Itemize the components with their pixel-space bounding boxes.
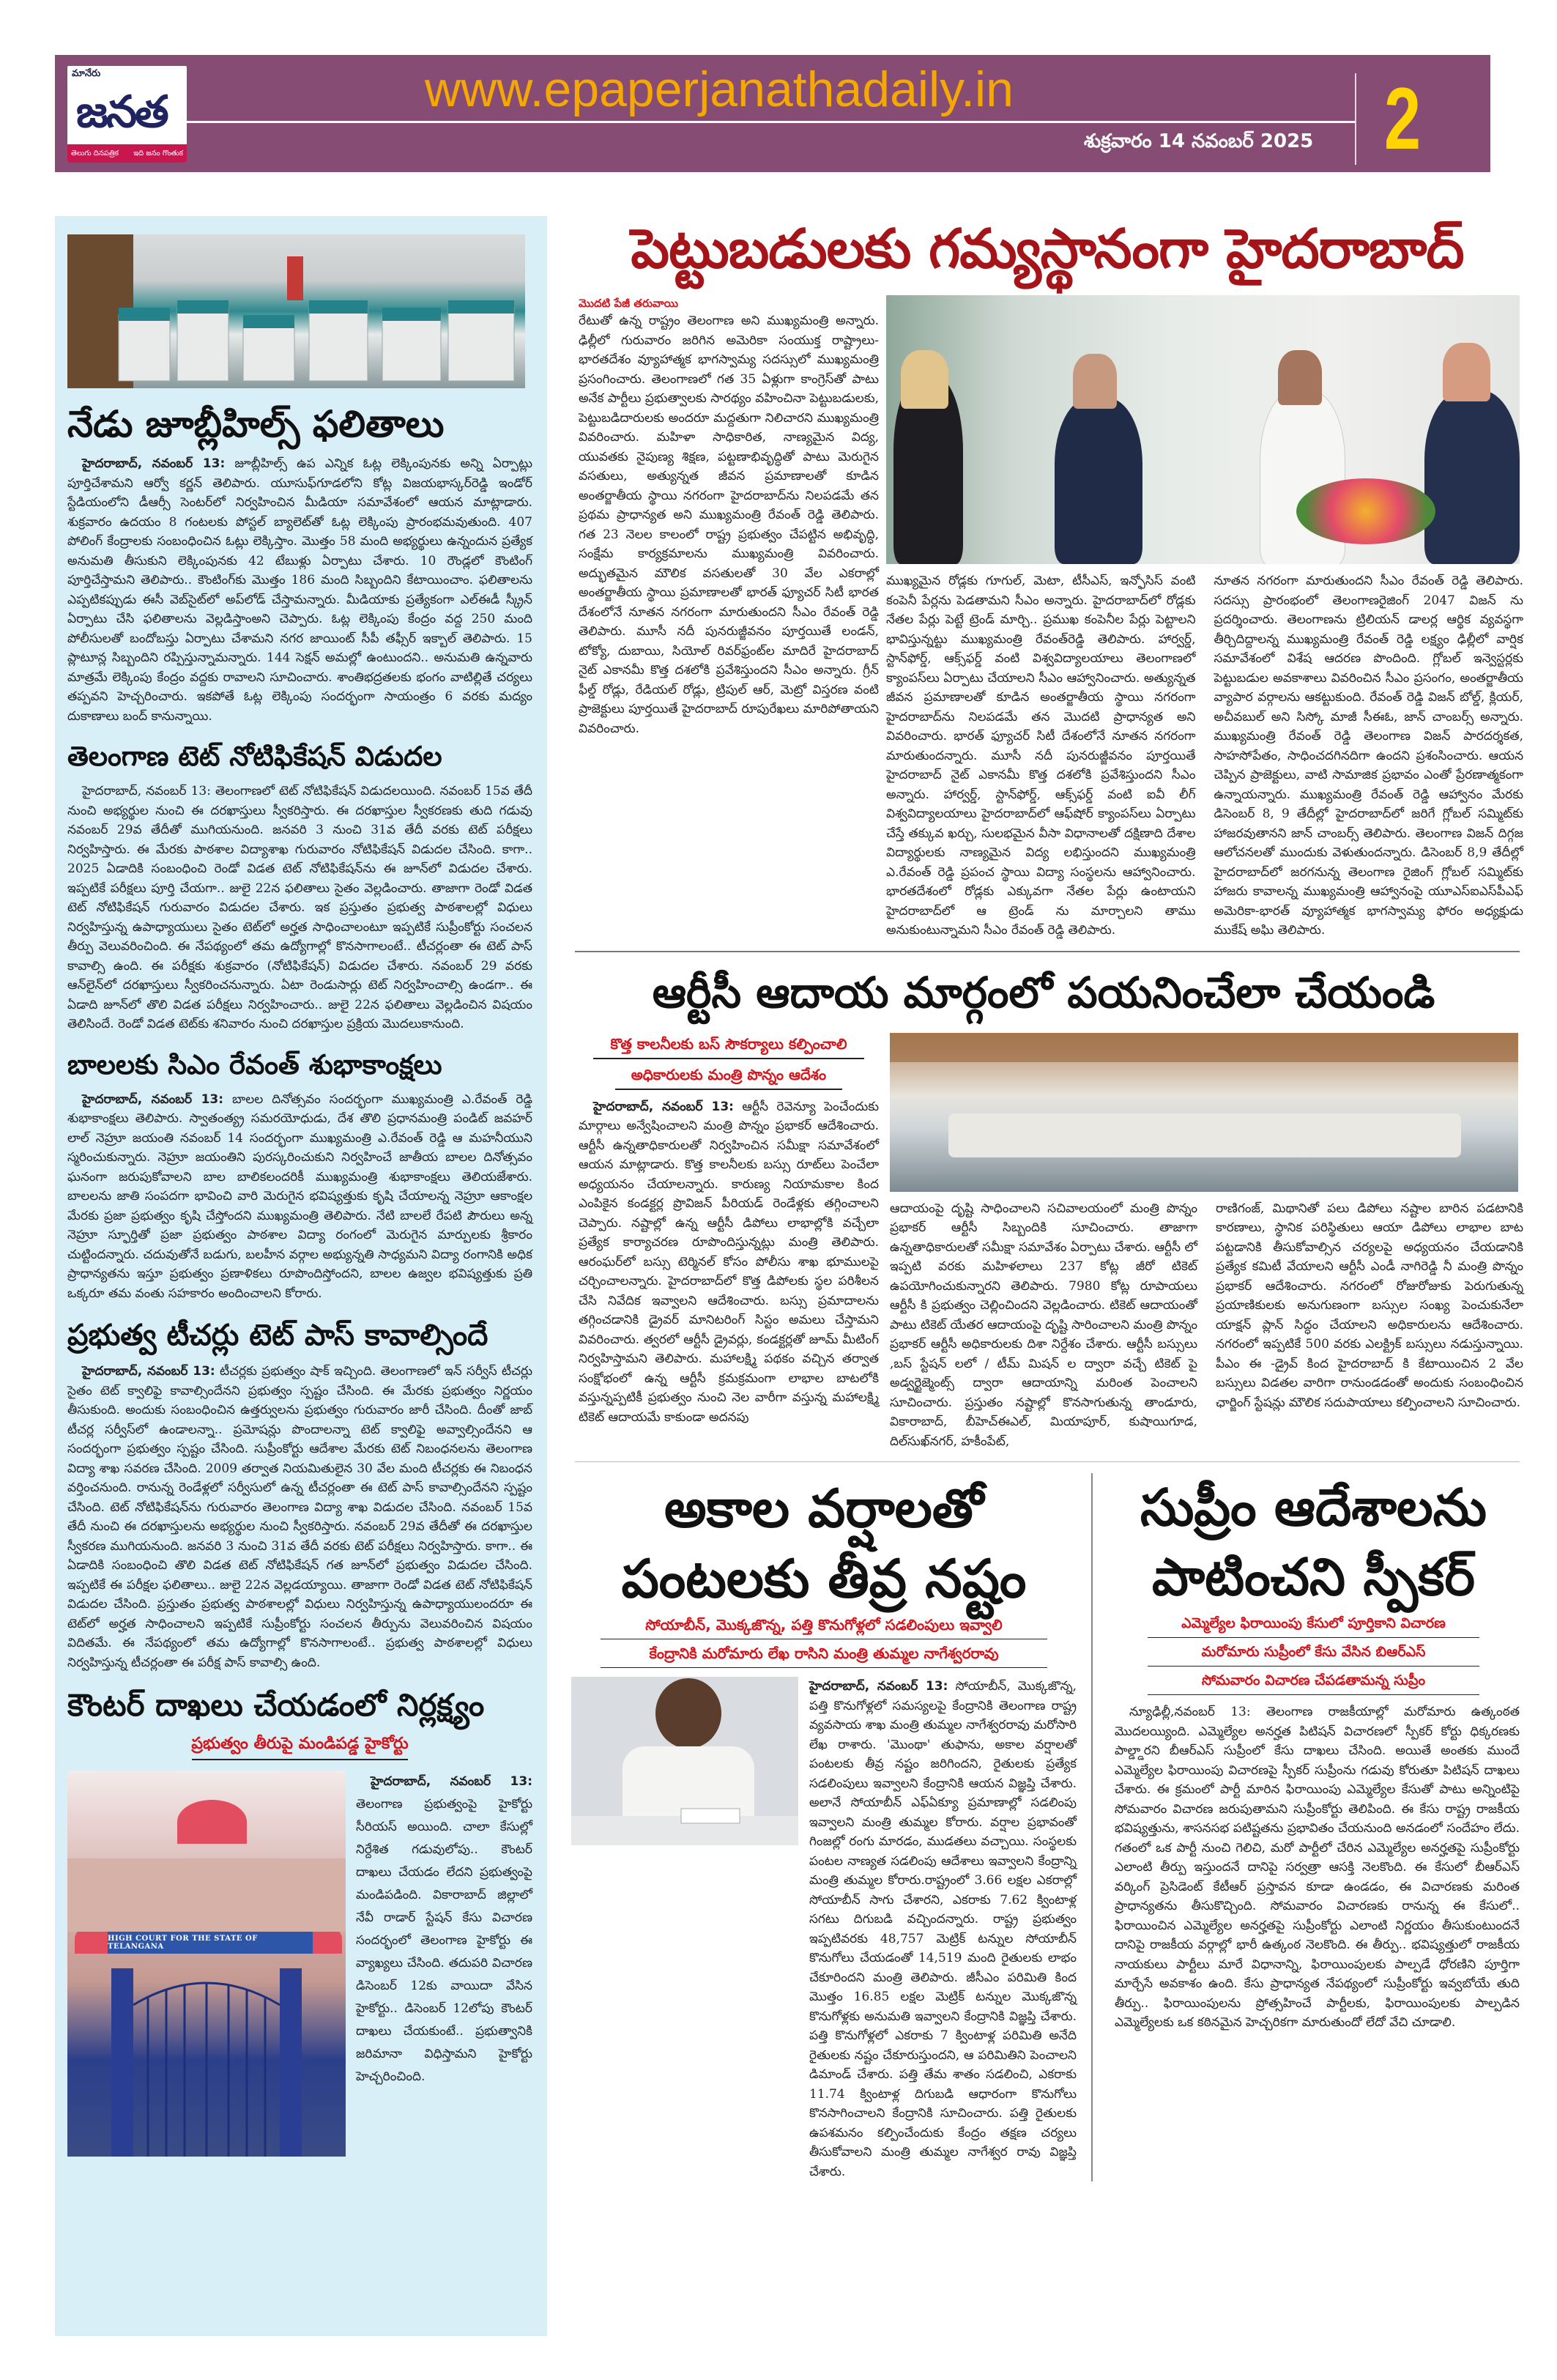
lead-column-1-wrap [571,295,879,941]
headline-counter-negligence[interactable]: కౌంటర్ దాఖలు చేయడంలో నిర్లక్ష్యం [67,1687,485,1723]
flower-bouquet [1296,478,1435,544]
court-gate-illustration [67,1961,346,2157]
divider [593,1058,864,1059]
bottom-stories [571,1473,1523,2181]
person-figure [1424,390,1520,564]
crop-subheadline-1: సోయాబీన్, మొక్కజొన్న, పత్తి కొనుగోళ్లలో సడలింపులు ఇవ్వాలి [645,1616,1003,1634]
person-figure [901,350,948,409]
article-teachers-tet [67,1362,532,1672]
rtc-right-wrap [890,1033,1523,1452]
sidebar-news-column [55,216,547,2336]
headline-tet-notification[interactable]: తెలంగాణ టెట్ నోటిఫికేషన్ విడుదల [67,741,442,772]
article-body: సోయాబీన్, మొక్కజొన్న, పత్తి కొనుగోళ్లలో సమస్యలపై కేంద్రానికి తెలంగాణ రాష్ట్ర వ్యవసాయ శాఖ మంత్రి తుమ్మల నాగేశ్వరరావు మరోసారి లేఖ రాశారు. 'మొంథా' తుఫాను, అకాల వర్షాలతో పంటలకు తీవ్ర నష్టం జరిగిందని, రైతులకు ప్రత్యేక సడలింపులు ఇవ్వాలని కేంద్రానికి ఆయన విజ్ఞప్తి చేశారు. అలానే సోయాబీన్ ఎఫ్ఏక్యూ ప్రమాణాల్లో సడలింపు ఇవ్వాలని మంత్రి తుమ్మల కోరారు. వర్షాల ప్రభావంతో గింజల్లో రంగు మారడం, ముడతలు వచ్చాయి. సంస్థలకు పంటల నాణ్యత సడలింపు ఆదేశాలు ఇవ్వాలని కేంద్రాన్ని మంత్రి తుమ్మల కోరారు.రాష్ట్రంలో 3.66 లక్షల ఎకరాల్లో సోయాబీన్ సాగు చేశారని, ఎకరాకు 7.62 క్వింటాళ్ల సగటు దిగుబడి వచ్చిందన్నారు. రాష్ట్ర ప్రభుత్వం ఇప్పటివరకు 48,757 మెట్రిక్ టన్నుల సోయాబీన్ కొనుగోలు చేయడంతో 14,519 మంది రైతులకు లాభం చేకూరిందని మంత్రి తెలిపారు. జీసీఎం పరిమితి కింద మొత్తం 16.85 లక్షల మెట్రిక్ టన్నుల మొక్కజొన్న కొనుగోళ్లకు అనుమతి ఇవ్వాలని కేంద్రానికి విజ్ఞప్తి చేశారు. పత్తి కొనుగోళ్లలో ఎకరాకు 7 క్వింటాళ్ల పరిమితి అనేది రైతులకు నష్టం చేకూరుస్తుందని, ఆ పరిమితిని పెంచాలని డిమాండ్ చేశారు. పత్తి తేమ శాతం సడలించి, ఎకరాకు 11.74 క్వింటాళ్ల దిగుబడి ఆధారంగా కొనుగోలు కొనసాగించాలని కేంద్రానికి సూచించారు. పత్తి రైతులకు ఉపశమనం కల్పించేందుకు కేంద్రం తక్షణ చర్యలు తీసుకోవాలని మంత్రి తుమ్మల నాగేశ్వర రావు విజ్ఞప్తి చేశారు. [809,1679,1077,2179]
masthead-divider [179,121,1355,123]
person-figure [1443,343,1490,401]
section-divider [575,1461,1520,1462]
divider [1148,1637,1479,1638]
crop-article [809,1677,1077,2181]
court-dome [177,1800,247,1844]
supreme-subheadline-2: మరోమారు సుప్రీంలో కేసు వేసిన బిఆర్ఎస్ [1201,1644,1426,1660]
dateline: హైదరాబాద్, నవంబర్ 13: [82,1091,224,1107]
lead-headline[interactable]: పెట్టుబడులకు గమ్యస్థానంగా హైదరాబాద్ [631,218,1464,281]
evm-counting-photo [67,234,525,388]
rtc-story [571,1033,1523,1452]
divider [601,1667,1047,1668]
supreme-subheadline-3: సోమవారం విచారణ చేపడతామన్న సుప్రీం [1201,1672,1426,1688]
dateline: హైదరాబాద్, నవంబర్ 13: [82,456,226,471]
divider [615,1089,842,1090]
dateline: హైదరాబాద్, నవంబర్ 13: [82,1364,215,1379]
crop-body-wrap [571,1677,1077,2181]
main-news-area [571,209,1523,2181]
lead-column-1: రేటుతో ఉన్న రాష్ట్రం తెలంగాణ అని ముఖ్యమంత్రి అన్నారు. ఢిల్లీలో గురువారం జరిగిన అమెరికా సంయుక్త రాష్ట్రాలు-భారతదేశం వ్యూహాత్మక భాగస్వామ్య సదస్సులో ముఖ్యమంత్రి ప్రసంగించారు. తెలంగాణలో గత 35 ఏళ్లుగా కాంగ్రెస్‌తో పాటు అనేక పార్టీలు ప్రభుత్వాలకు సారథ్యం వహించినా పెట్టుబడులకు, పెట్టుబడిదారులకు అందరూ మద్దతుగా నిలిచారని ముఖ్యమంత్రి వివరించారు. మహిళా సాధికారిత, నాణ్యమైన విద్య, యువతకు నైపుణ్య శిక్షణ, పట్టణాభివృద్ధితో పాటు మెరుగైన వసతులు, అత్యున్నత జీవన ప్రమాణాలతో కూడిన అంతర్జాతీయ స్థాయి నగరంగా హైదరాబాద్‌ను నిలపడమే తన ప్రథమ ప్రాధాన్యత అని ముఖ్యమంత్రి రేవంత్ రెడ్డి తెలిపారు. గత 23 నెలల కాలంలో రాష్ట్ర ప్రభుత్వం చేపట్టిన అభివృద్ధి, సంక్షేమ కార్యక్రమాలను ముఖ్యమంత్రి వివరించారు. అద్భుతమైన మౌలిక వసతులతో 30 వేల ఎకరాల్లో అంతర్జాతీయ స్థాయి ప్రమాణాలతో భారత్ ఫ్యూచర్ సిటీ భారత దేశంలోనే నూతన నగరంగా మారుతుందని సీఎం రేవంత్ రెడ్డి తెలిపారు. మూసీ నదీ పునరుజ్జీవనం పూర్తయితే లండన్, టోక్యో, దుబాయి, సియోల్ రివర్‌ఫ్రంట్‌ల మాదిరే హైదరాబాద్ నైట్ ఎకానమీ కొత్త దశలోకి ప్రవేశిస్తుందని సీఎం అన్నారు. గ్రీన్ ఫీల్డ్ రోడ్లు, రేడియల్ రోడ్లు, ట్రిపుల్ ఆర్, మెట్రో విస్తరణ వంటి ప్రాజెక్టులు పూర్తయితే హైదరాబాద్ రూపురేఖలు మారిపోతాయని వివరించారు. [579,314,879,736]
crop-story [571,1473,1080,2181]
article-counter-negligence [356,1771,532,2157]
logo-tagline-band [67,144,187,163]
rtc-left-wrap [571,1033,879,1452]
rtc-columns-2-3 [890,1199,1523,1452]
article-body: బాలల దినోత్సవం సందర్భంగా ముఖ్యమంత్రి ఎ.రేవంత్ రెడ్డి శుభాకాంక్షలు తెలిపారు. స్వాతంత్య్ర సమరయోధుడు, దేశ తొలి ప్రధానమంత్రి పండిట్ జవహర్ లాల్ నెహ్రూ జయంతి నవంబర్ 14 సందర్భంగా ముఖ్యమంత్రి ఎ.రేవంత్ రెడ్డి ఆ మహనీయుని స్మరించుకున్నారు. నెహ్రూ జయంతిని పురస్కరించుకుని నిర్వహించే జాతీయ బాలల దినోత్సవం ఘనంగా జరుపుకోవాలని బాల బాలికలందరికీ ముఖ్యమంత్రి శుభాకాంక్షలు తెలియజేశారు. బాలలను జాతి సంపదగా భావించి వారి మెరుగైన భవిష్యత్తుకు కృషి చేయాలన్న నెహ్రూ ఆకాంక్షల మేరకు ప్రజా ప్రభుత్వం కృషి చేస్తోందని ముఖ్యమంత్రి తెలిపారు. నేటి బాలలే రేపటి పౌరులు అన్న నెహ్రూ స్ఫూర్తితో ప్రజా ప్రభుత్వం పాఠశాల విద్యా రంగంలో మెరుగైన మార్పులకు శ్రీకారం చుట్టిందన్నారు. చదువుతోనే బడుగు, బలహీన వర్గాల అభ్యున్నతి సాధ్యమని విద్యా రంగానికి అధిక ప్రాధాన్యతను ఇస్తూ ప్రభుత్వం ప్రణాళికలు రూపొందిస్తోందని, బాలల ఉజ్వల భవిష్యత్తుకు ప్రతి ఒక్కరూ తమ వంతు సహకారం అందించాలని కోరారు. [67,1091,532,1301]
article-body: టీచర్లకు ప్రభుత్వం షాక్ ఇచ్చింది. తెలంగాణలో ఇన్ సర్వీస్ టీచర్లు సైతం టెట్ క్వాలిఫై కావాల్సిందేనని ప్రభుత్వం స్పష్టం చేసింది. ఈ మేరకు ప్రభుత్వం నిర్ణయం తీసుకుంది. అందుకు సంబంధించిన ఉత్తర్వులను ప్రభుత్వం గురువారం జారీ చేసింది. దీంతో జాబ్ టీచర్ల సర్వీస్‌లో ఉండాలన్నా.. ప్రమోషన్లు పొందాలన్నా టెట్ క్వాలిఫై అవ్వాల్సిందేనని ఆ సందర్భంగా ప్రభుత్వం స్పష్టం చేసింది. సుప్రీంకోర్టు ఆదేశాల మేరకు టెట్ నిబంధనలను తెలంగాణ విద్యా శాఖ సవరణ చేసింది. 2009 తర్వాత నియమితులైన 30 వేల మంది టీచర్లకు ఈ నిబంధన వర్తించనుంది. రానున్న రెండేళ్లలో సర్వీసులో ఉన్న టీచర్లంతా ఈ టెట్ పాస్ కావాల్సిందేనని స్పష్టం చేసింది. టెట్ నోటిఫికేషన్‌ను గురువారం తెలంగాణ విద్యా శాఖ విడుదల చేసింది. నవంబర్ 15వ తేదీ నుంచి ఈ దరఖాస్తులను అభ్యర్థుల నుంచి స్వీకరిస్తారు. నవంబర్ 29వ తేదీతో ఈ దరఖాస్తుల స్వీకరణ ముగియనుంది. జనవరి 3 నుంచి 31వ తేదీ వరకు టెట్ పరీక్షలు నిర్వహిస్తారు. కాగా.. ఈ ఏడాదికి సంబంధించి తొలి విడత టెట్ నోటిఫికేషన్ గత జూన్‌లో ప్రభుత్వం విడుదల చేసింది. ఇప్పటికే ఈ పరీక్షల ఫలితాలు.. జులై 22న వెల్లడయ్యాయి. తాజాగా రెండో విడత టెట్ నోటిఫికేషన్ విడుదల చేసింది. ప్రస్తుతం ప్రభుత్వ పాఠశాలల్లో విధులు నిర్వహిస్తున్న ఉపాధ్యాయులందరూ ఈ టెట్‌లో అర్హత సాధించాలని ఇప్పటికే సుప్రీంకోర్టు సంచలన తీర్పును వెలువరించిన విషయం విదితమే. ఈ నేపథ్యంలో తమ ఉద్యోగాల్లో కొనసాగాలంటే.. ప్రభుత్వ పాఠశాలల్లో విధులు నిర్వహిస్తున్న టీచర్లంతా ఈ పరీక్ష పాస్ కావాల్సి ఉంది. [67,1364,532,1670]
dateline: హైదరాబాద్, నవంబర్ 13: [82,784,211,798]
issue-date: శుక్రవారం 14 నవంబర్ 2025 [1084,130,1314,152]
rtc-review-meeting-photo [890,1033,1518,1192]
supreme-subheadline-1: ఎమ్మెల్యేల ఫిరాయింపు కేసులో పూర్తికాని విచారణ [1181,1615,1446,1631]
continued-from-front-page: మొదటి పేజీ తరువాయి [579,297,679,310]
logo-prefix: మానేరు [72,68,101,79]
supreme-article [1104,1702,1523,2033]
rtc-column-1 [579,1097,879,1428]
article-body: తెలంగాణ రాజకీయాల్లో మరోమారు ఉత్కంఠత మొదలయ్యింది. ఎమ్మెల్యేల అనర్హత పిటిషన్ విచారణలో స్పీకర్ కోర్టు ధిక్కరణకు పాల్డ్డారని బీఆర్ఎస్ సుప్రీంలో కేసు దాఖలు చేసింది. అయితే అంతకు ముందే ఎమ్మెల్యేల ఫిరాయింపు విచారణపై స్పీకర్ సుప్రీంను గడువు కోరుతూ పిటిషన్ దాఖలు చేశారు. ఈ క్రమంలో పార్టీ మారిన ఫిరాయింపు ఎమ్మెల్యేల కేసుతో పాటు అన్నింటిపై సోమవారం విచారణ జరుపుతామని సుప్రీంకోర్టు తెలిపింది. ఈ కేసు రాష్ట్ర రాజకీయ భవిష్యత్తును, శాసనసభ పటిష్టతను ప్రభావితం చేయనుంది అనడంలో సందేహం లేదు. గతంలో ఒక పార్టీ నుంచి గెలిచి, మరో పార్టీలో చేరిన ఎమ్మెల్యేల అనర్హతపై సుప్రీంకోర్టు ఎలాంటి తీర్పు ఇస్తుందనే దానిపై సర్వత్రా ఆసక్తి నెలకొంది. ఈ కేసులో బీఆర్ఎస్ వర్కింగ్ ప్రెసిడెంట్ కేటీఆర్ ప్రస్తావన కూడా ఉండడం, ఈ విచారణకు మరింత ప్రాధాన్యతను తీసుకొచ్చింది. సోమవారం విచారణకు రానున్న ఈ కేసులో.. ఫిరాయించిన ఎమ్మెల్యేల అనర్హతపై సుప్రీంకోర్టు ఎలాంటి నిర్ణయం తీసుకుంటుందనే దానిపై రాజకీయ వర్గాల్లో భారీ ఉత్కంఠ నెలకొంది. ఈ తీర్పు.. భవిష్యత్తులో రాజకీయ నాయకులు పార్టీలు మారే విధానాన్ని, ఫిరాయింపులకు పాల్పడే ధోరణిని పూర్తిగా మార్చేసే అవకాశం ఉంది. కేసు ప్రాధాన్యత నేపథ్యంలో సుప్రీంకోర్టు ఇవ్వబోయే తుది తీర్పు.. ఫిరాయింపులను ప్రోత్సహించే పార్టీలకు, ఫిరాయింపులకు పాల్పడిన ఎమ్మెల్యేలకు ఒక కఠినమైన హెచ్చరికగా మారుతుందో లేదో వేచి చూడాలి. [1115,1705,1520,2030]
lead-columns-2-3 [886,571,1523,941]
crop-headline-line-1[interactable]: అకాల వర్షాలతో [664,1478,984,1539]
headline-teachers-tet[interactable]: ప్రభుత్వ టీచర్లు టెట్ పాస్ కావాల్సిందే [67,1319,488,1352]
masthead-vertical-divider [1355,73,1356,165]
person-figure [1073,354,1117,409]
supreme-headline-line-2[interactable]: పాటించని స్పీకర్ [1152,1547,1475,1607]
dateline: హైదరాబాద్, నవంబర్ 13: [809,1679,948,1694]
supreme-story [1104,1473,1523,2181]
minister-writing-photo [571,1677,798,1845]
article-body: తెలంగాణ ప్రభుత్వంపై హైకోర్టు సీరియస్ అయింది. చాలా కేసుల్లో నిర్దేశిత గడువులోపు.. కౌంటర్ దాఖలు చేయడం లేదని ప్రభుత్వంపై మండిపడింది. వికారాబాద్ జిల్లాలో నేవీ రాడార్ స్టేషన్ కేసు విచారణ సందర్భంలో తెలంగాణ హైకోర్టు ఈ వ్యాఖ్యలు చేసింది. తదుపరి విచారణ డిసెంబర్ 12కు వాయిదా వేసిన హైకోర్టు.. డిసెంబర్ 12లోపు కౌంటర్ దాఖలు చేయకుంటే.. ప్రభుత్వానికి జరిమానా విధిస్తామని హైకోర్టు హెచ్చరించింది. [356,1797,532,2084]
dateline: న్యూఢిల్లీ,నవంబర్ 13: [1129,1705,1251,1719]
rtc-subheadline-2: అధికారులకు మంత్రి పొన్నం ఆదేశం [631,1065,827,1083]
subheadline-high-court: ప్రభుత్వం తీరుపై మండిపడ్డ హైకోర్టు [191,1735,409,1753]
supreme-headline-line-1[interactable]: సుప్రీం ఆదేశాలను [1140,1478,1487,1538]
divider [1148,1694,1479,1695]
article-body: జూబ్లీహిల్స్ ఉప ఎన్నిక ఓట్ల లెక్కింపునకు అన్ని ఏర్పాట్లు పూర్తిచేశామని ఆర్వో కర్ణన్ తెలిపారు. యూసుఫ్‌గూడలోని కోట్ల విజయభాస్కర్‌రెడ్డి ఇండోర్ స్టేడియంలోని డీఆర్సీ సెంటర్‌లో నిర్వహించిన మీడియా సమావేశంలో ఆయన మాట్లాడారు. శుక్రవారం ఉదయం 8 గంటలకు పోస్టల్ బ్యాలెట్‌తో ఓట్ల లెక్కింపు ప్రారంభమవుతుంది. 407 పోలింగ్ కేంద్రాలకు సంబంధించిన ఓట్లు లెక్కిస్తాం. మొత్తం 58 మంది అభ్యర్థులు ఉన్నందున ప్రత్యేక అనుమతి తీసుకుని లెక్కింపునకు 42 టేబుళ్లు ఏర్పాటు చేశారు. 10 రౌండ్లలో కౌంటింగ్ పూర్తిచేస్తామని తెలిపారు.. కౌంటింగ్‌కు మొత్తం 186 మంది సిబ్బందిని కేటాయించాం. ఫలితాలను ఎప్పటికప్పుడు ఈసీ వెబ్‌సైట్‌లో అప్‌లోడ్ చేస్తామన్నారు. మీడియాకు ప్రత్యేకంగా ఎల్ఈడీ స్క్రీన్ ఏర్పాటు చేసి ఫలితాలను వెల్లడిస్తాంఅని చెప్పారు. ఓట్ల లెక్కింపు కేంద్రం వద్ద 250 మంది పోలీసులతో బందోబస్తు ఏర్పాటు చేశామని నగర జాయింట్ సీపీ తఫ్సీర్ ఇక్బాల్ తెలిపారు. 15 ప్లాటూన్ల సిబ్బందిని రప్పిస్తున్నామన్నారు. 144 సెక్షన్ అమల్లో ఉంటుందని.. అనుమతి ఉన్నవారు మాత్రమే లెక్కింపు కేంద్రం వద్దకు రావాలని సూచించారు. శాంతిభద్రతలకు భంగం వాటిల్లితే చర్యలు తప్పవని హెచ్చరించారు. ఇకపోతే ఓట్ల లెక్కింపు సందర్భంగా సాయంత్రం 6 వరకు మద్యం దుకాణాలు బంద్ కానున్నాయి. [67,456,532,724]
rtc-column-2: ఆదాయంపై దృష్టి సాధించాలని సచివాలయంలో మంత్రి పొన్నం ప్రభాకర్ ఆర్టీసీ సిబ్బందికి సూచించారు. తాజాగా ఉన్నతాధికారులతో సమీక్షా సమావేశం ఏర్పాటు చేశారు. ఆర్టీసీ లో ఇప్పటి వరకు మహిళలాలు 237 కోట్ల జీరో టికెట్ ఉపయోగించుకున్నారని తెలిపారు. 7980 కోట్ల రూపాయలు ఆర్టీసీ కి ప్రభుత్వం చెల్లించిందని వెల్లడించారు. టికెట్ ఆదాయంతో పాటు టికెట్ యేతర ఆదాయంపై దృష్టి సారించాలని మంత్రి పొన్నం ప్రభాకర్ ఆర్టీసీ అధికారులకు దిశా నిర్దేశం చేశారు. ఆర్టీసీ బస్సులు ,బస్ స్టేషన్ లలో / టీమ్ మిషన్ ల ద్వారా వచ్చే టికెట్ పై అడ్వర్టైజ్మెంట్స్ ద్వారా ఆదాయాన్ని మరింత పెంచాలని సూచించారు. ప్రస్తుతం నష్టాల్లో కొనసాగుతున్న తాండూరు, వికారాబాద్, బీహెచ్ఈఎల్, మియాపూర్, కుషాయిగూడ, దిల్‌సుఖ్‌నగర్, హకీంపేట్, [890,1201,1197,1449]
court-sign: HIGH COURT FOR THE STATE OF TELANGANA [108,1932,313,1954]
page-number: 2 [1384,70,1422,168]
dateline: హైదరాబాద్, నవంబర్ 13: [371,1774,532,1789]
newspaper-logo[interactable] [67,66,187,163]
lead-column-2: ముఖ్యమైన రోడ్లకు గూగుల్, మెటా, టీసీఎస్, ఇన్ఫోసిస్ వంటి కంపెనీ పేర్లను పెడతామని సీఎం అన్నారు. హైదరాబాద్‌లో రోడ్లకు నేతల పేర్లు పెట్టే ట్రెండ్ మార్చి.. ప్రముఖ కంపెనీల పేర్లు పెట్టాలని భావిస్తున్నట్టు ముఖ్యమంత్రి రేవంత్‌రెడ్డి తెలిపారు. హార్వర్డ్, స్టాన్‌ఫోర్డ్, ఆక్స్‌ఫర్డ్ వంటి విశ్వవిద్యాలయాలు తెలంగాణలో క్యాంపస్‌లు ఏర్పాటు చేయాలని సీఎం ఆహ్వానించారు. అత్యున్నత జీవన ప్రమాణాలతో కూడిన అంతర్జాతీయ స్థాయి నగరంగా హైదరాబాద్‌ను నిలపడమే తన మొదటి ప్రాధాన్యత అని వివరించారు. భారత్ ఫ్యూచర్ సిటీ దేశంలోనే నూతన నగరంగా మారుతుందన్నారు. మూసీ నదీ పునరుజ్జీవనం పూర్తయితే హైదరాబాద్ నైట్ ఎకానమీ కొత్త దశలోకి ప్రవేశిస్తుందని సీఎం అన్నారు. హార్వర్డ్, స్టాన్‌ఫోర్డ్, ఆక్స్‌ఫర్డ్ వంటి ఐవీ లీగ్ విశ్వవిద్యాలయాలు హైదరాబాద్‌లో ఆఫ్‌షోర్ క్యాంపస్‌లు ఏర్పాటు చేస్తే తక్కువ ఖర్చు, సులభమైన వీసా విధానాలతో దక్షిణాది దేశాల విద్యార్థులకు నాణ్యమైన విద్య లభిస్తుందని ముఖ్యమంత్రి ఎ.రేవంత్ రెడ్డి ప్రపంచ స్థాయి విద్యా సంస్థలను ఆహ్వానించారు. భారతదేశంలో రోడ్లకు ఎక్కువగా నేతల పేర్లు ఉంటాయని హైదరాబాద్‌లో ఆ ట్రెండ్ ను మార్చాలని తాము అనుకుంటున్నామని సీఎం రేవంత్ రెడ్డి తెలిపారు. [886,574,1196,938]
minister-illustration [571,1677,798,1845]
person-figure [1055,398,1142,564]
crop-headline-line-2[interactable]: పంటలకు తీవ్ర నష్టం [621,1548,1027,1609]
high-court-photo [67,1771,346,2157]
logo-tagline-right: ఇది జనం గొంతుక [133,149,183,157]
lead-right-wrap [886,295,1523,941]
lead-story [571,295,1523,941]
rtc-subheadline-1: కొత్త కాలనీలకు బస్ సౌకర్యాలు కల్పించాలి [610,1034,847,1053]
headline-jubilee-hills-results[interactable]: నేడు జూబ్లీహిల్స్ ఫలితాలు [67,403,445,445]
rtc-column-3: రాణిగంజ్, మిథానితో పలు డిపోలు నష్టాల బారిన పడటానికి కారణాలు, స్థానిక పరిస్థితులు ఆయా డిపోలు లాభాల బాట పట్టడానికి తీసుకోవాల్సిన చర్యలపై అధ్యయనం చేయడానికి ప్రత్యేక కమిటీ వేయాలని ఆర్టీసీ ఎండీ నాగిరెడ్డి నీ మంత్రి పొన్నం ప్రభాకర్ ఆదేశించారు. నగరంలో రోజురోజుకు పెరుగుతున్న ప్రయాణికులకు అనుగుణంగా బస్సుల సంఖ్య పెంచుకునేలా యాక్షన్ ప్లాన్ సిద్ధం చేయాలని అధికారులను ఆదేశించారు. నగరంలో ఇప్పటికే 500 వరకు ఎలక్ట్రిక్ బస్సులు నడుస్తున్నాయి. పీఎం ఈ -డ్రైవ్ కింద హైదరాబాద్ కి కేటాయించిన 2 వేల బస్సులు విడతల వారిగా రానుండడంతో అందుకు సంబంధించిన ఛార్జింగ్ స్టేషన్లు మౌలిక సదుపాయాలు కల్పించాలని సూచించారు. [1216,1201,1523,1410]
wood-panel [890,1033,1518,1062]
evm-photo-illustration [67,234,525,388]
divider [1148,1666,1479,1667]
article-tet-notification [67,782,532,1034]
court-facade [67,1858,346,1932]
website-link[interactable]: www.epaperjanathadaily.in [425,62,1014,117]
conference-table [948,1113,1461,1157]
dateline: హైదరాబాద్, నవంబర్ 13: [593,1099,734,1114]
article-body: ఆర్టీసీ రెవెన్యూ పెంచేందుకు మార్గాలు అన్వేషించాలని మంత్రి పొన్నం ప్రభాకర్ ఆదేశించారు. ఆర్టీసీ ఉన్నతాధికారులతో నిర్వహించిన సమీక్షా సమావేశంలో ఆయన మాట్లాడారు. కొత్త కాలనీలకు బస్సు రూట్‌లు పెంచేలా అధ్యయనం చేయాలన్నారు. కారుణ్య నియామకాల కింద ఎంపికైన కండక్టర్ల ప్రొవిజన్ పీరియడ్ రెండేళ్లకు తగ్గించాలని చెప్పారు. నష్టాల్లో ఉన్న ఆర్టీసీ డిపోలు లాభాల్లోకి వచ్చేలా ప్రత్యేక కార్యాచరణ రూపొందిస్తున్నట్లు మంత్రి తెలిపారు. ఆరంఘర్‌లో బస్సు టెర్మినల్ కోసం పోలీసు శాఖ భూములపై చర్చించాలన్నారు. హైదరాబాద్‌లో కొత్త డిపోలకు స్థల పరిశీలన చేసి నివేదిక ఇవ్వాలని ఆదేశించారు. బస్సు ప్రమాదాలను తగ్గించడానికి డ్రైవర్ మానిటరింగ్ సిస్టం అమలు చేస్తామని వివరించారు. త్వరలో ఆర్టీసీ డ్రైవర్లు, కండక్టర్లతో జూమ్ మీటింగ్ నిర్వహిస్తామని తెలిపారు. మహాలక్ష్మి పథకం వచ్చిన తర్వాత సంక్షోభంలో ఉన్న ఆర్టీసీ క్రమక్రమంగా లాభాల బాటలోకి వస్తున్నప్పటికీ ప్రభుత్వం నుంచి నెల వారీగా వస్తున్న మహాలక్ష్మి టికెట్ ఆదాయమే కాకుండా అదనపు [579,1099,879,1425]
court-story-wrap [67,1771,532,2157]
lead-column-3: నూతన నగరంగా మారుతుందని సీఎం రేవంత్ రెడ్డి తెలిపారు. సదస్సు ప్రారంభంలో తెలంగాణరైజింగ్ 2047 విజన్ ను ప్రదర్శించారు. తెలంగాణను ట్రిలియన్ డాలర్ల ఆర్థిక వ్యవస్థగా తీర్చిదిద్దాలన్న ముఖ్యమంత్రి రేవంత్ రెడ్డి లక్ష్యం ఢిల్లీలో వార్షిక సమావేశంలో విశేష ఆదరణ పొందింది. గ్లోబల్ ఇన్వెస్టర్లకు పెట్టుబడుల అవకాశాలు వివరించిన సీఎం ప్రసంగం, అంతర్జాతీయ వ్యాపార వర్గాలను ఆకట్టుకుంది. రేవంత్ రెడ్డి విజన్ బోల్డ్, క్లియర్, అచీవబుల్ అని సిస్కో మాజీ సీఈఓ, జాన్ చాంబర్స్ అన్నారు. ముఖ్యమంత్రి రేవంత్ రెడ్డి తెలంగాణ విజన్ పారదర్శకత, సాహసోపేతం, సాధించదగినదిగా ఉందని ప్రశంసించారు. ఆయన చెప్పిన ప్రాజెక్టులు, వాటి సామాజిక ప్రభావం ఎంతో ప్రేరణాత్మకంగా ఉన్నాయన్నారు. ముఖ్యమంత్రి రేవంత్ రెడ్డి ఆహ్వానం మేరకు డిసెంబర్ 8, 9 తేదీల్లో హైదరాబాద్‌లో జరిగే గ్లోబల్ సమ్మిట్‌కు హాజరవుతానని జాన్ చాంబర్స్ తెలిపారు. తెలంగాణ విజన్ దిగ్గజ ఆలోచనలతో ముందుకు వెళుతుందన్నారు. డిసెంబర్ 8,9 తేదీల్లో హైదరాబాద్‌లో జరగనున్న తెలంగాణ రైజింగ్ గ్లోబల్ సమ్మిట్‌కు హాజరు కావాలన్న ముఖ్యమంత్రి ఆహ్వానంపై యూఎస్ఐఎస్‌పీఎఫ్ అమెరికా-భారత్ వ్యూహాత్మక భాగస్వామ్య ఫోరం అధ్యక్షుడు ముకేష్ అఘి తెలిపారు. [1214,574,1523,938]
article-children-day [67,1090,532,1304]
headline-children-day-wishes[interactable]: బాలలకు సిఎం రేవంత్ శుభాకాంక్షలు [67,1048,442,1080]
column-divider [1091,1473,1093,2181]
logo-name: జనత [76,86,167,138]
person-figure [1278,350,1322,405]
rtc-headline[interactable]: ఆర్టీసీ ఆదాయ మార్గంలో పయనించేలా చేయండి [652,967,1435,1017]
cm-meeting-photo [886,295,1520,564]
logo-tagline-left: తెలుగు దినపత్రిక [71,149,119,157]
crop-subheadline-2: కేంద్రానికి మరోమారు లేఖ రాసిని మంత్రి తుమ్మల నాగేశ్వరరావు [649,1645,999,1662]
divider [192,1759,408,1760]
article-body: తెలంగాణలో టెట్ నోటిఫికేషన్ విడుదలయింది. నవంబర్ 15వ తేదీ నుంచి అభ్యర్థుల నుంచి ఈ దరఖాస్తులు స్వీకరిస్తారు. ఈ దరఖాస్తుల స్వీకరణకు తుది గడువు నవంబర్ 29వ తేదీతో ముగియనుంది. జనవరి 3 నుంచి 31వ తేదీ వరకు టెట్ పరీక్షలు నిర్వహిస్తారు. ఈ మేరకు పాఠశాల విద్యాశాఖ గురువారం నోటిఫికేషన్ విడుదల చేసింది. కాగా.. 2025 ఏడాదికి సంబంధించి రెండో విడత టెట్ నోటిఫికేషన్‌ను ఈ జూన్‌లో విడుదల చేశారు. ఇప్పటికే పరీక్షలు పూర్తి చేయగా.. జులై 22న ఫలితాలు సైతం వెల్లడించారు. తాజాగా రెండో విడత టెట్ నోటిఫికేషన్ గురువారం విడుదల చేశారు. ఇక ప్రస్తుతం ప్రభుత్వ పాఠశాలల్లో విధులు నిర్వహిస్తున్న ఉపాధ్యాయులు సైతం టెట్‌లో అర్హత సాధించాలంటూ ఇప్పటికే సుప్రీంకోర్టు సంచలన తీర్పు వెలువరించింది. ఈ నేపథ్యంలో తమ ఉద్యోగాల్లో కొనసాగాలంటే.. టీచర్లంతా ఈ టెట్ పాస్ కావాల్సి ఉంది. ఈ పరీక్షకు శుక్రవారం (నోటిఫికేషన్) విడుదల చేశారు. నవంబర్ 29 వరకు ఆన్‌లైన్‌లో దరఖాస్తులు స్వీకరించనున్నారు. ఏటా రెండుసార్లు టెట్ నిర్వహించాల్సి ఉండగా.. ఈ ఏడాది జూన్‌లో తొలి విడత పరీక్షలు నిర్వహించారు.. జులై 22న ఫలితాలు వెల్లడించిన విషయం తెలిసిందే. రెండో విడత టెట్‌కు శనివారం నుంచి దరఖాస్తుల ప్రక్రియ మొదలుకానుంది. [67,784,532,1031]
article-jubilee-hills [67,454,532,726]
